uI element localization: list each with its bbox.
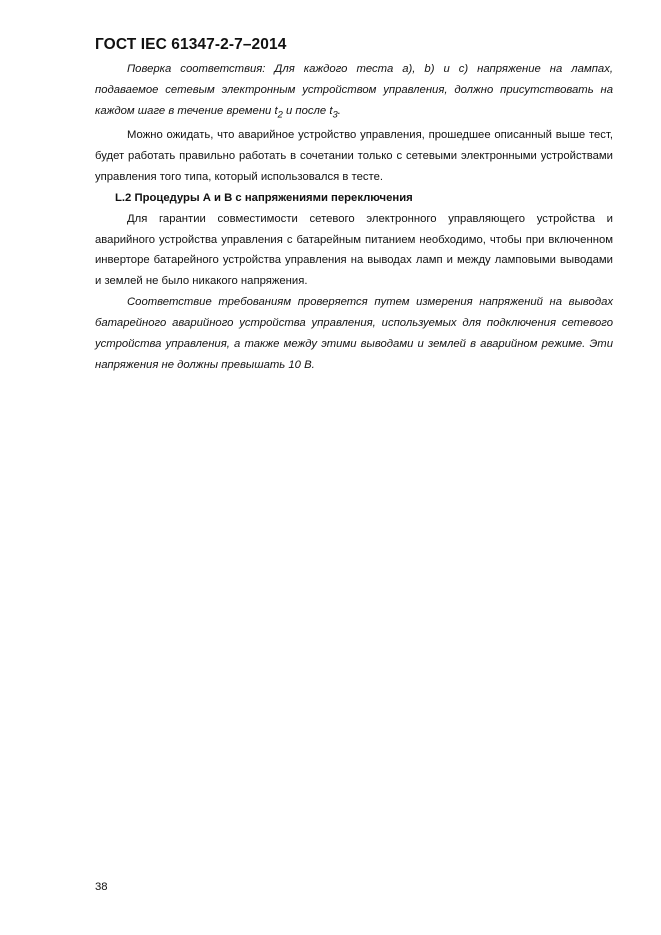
- compliance-text-middle: и после t: [282, 104, 333, 117]
- document-body: [95, 59, 613, 376]
- section-heading: L.2 Процедуры А и В с напряжениями переключения: [115, 191, 413, 204]
- expectation-paragraph: Можно ожидать, что аварийное устройство управления, прошедшее описанный выше тест, будет работать правильно работать в сочетании только с сетевыми электронными устройствами управления того типа, который использовался в тесте.: [95, 128, 613, 183]
- standard-id: ГОСТ IEC 61347-2-7–2014: [95, 36, 287, 53]
- compliance-text: Поверка соответствия: Для каждого теста а), b) и с) напряжение на лампах, подаваемое сетевым электронным устройством управления, должно присутствовать на каждом шаге в течение времени t: [95, 63, 613, 117]
- subscript-3: 3: [332, 108, 338, 120]
- page-number: 38: [95, 881, 108, 893]
- subscript-2: 2: [277, 108, 283, 120]
- compliance-text-end: .: [337, 104, 341, 117]
- compatibility-paragraph: Для гарантии совместимости сетевого электронного управляющего устройства и аварийного устройства управления с батарейным питанием необходимо, чтобы при включенном инверторе батарейного устройства управления на выводах ламп и между ламповыми выводами и землей не было никакого напряжения.: [95, 212, 613, 288]
- verification-paragraph: Соответствие требованиям проверяется путем измерения напряжений на выводах батарейного аварийного устройства управления, используемых для подключения сетевого устройства управления, а также между этими выводами и землей в аварийном режиме. Эти напряжения не должны превышать 10 В.: [95, 296, 613, 371]
- compliance-check-paragraph: [95, 59, 613, 125]
- document-header: [95, 36, 286, 54]
